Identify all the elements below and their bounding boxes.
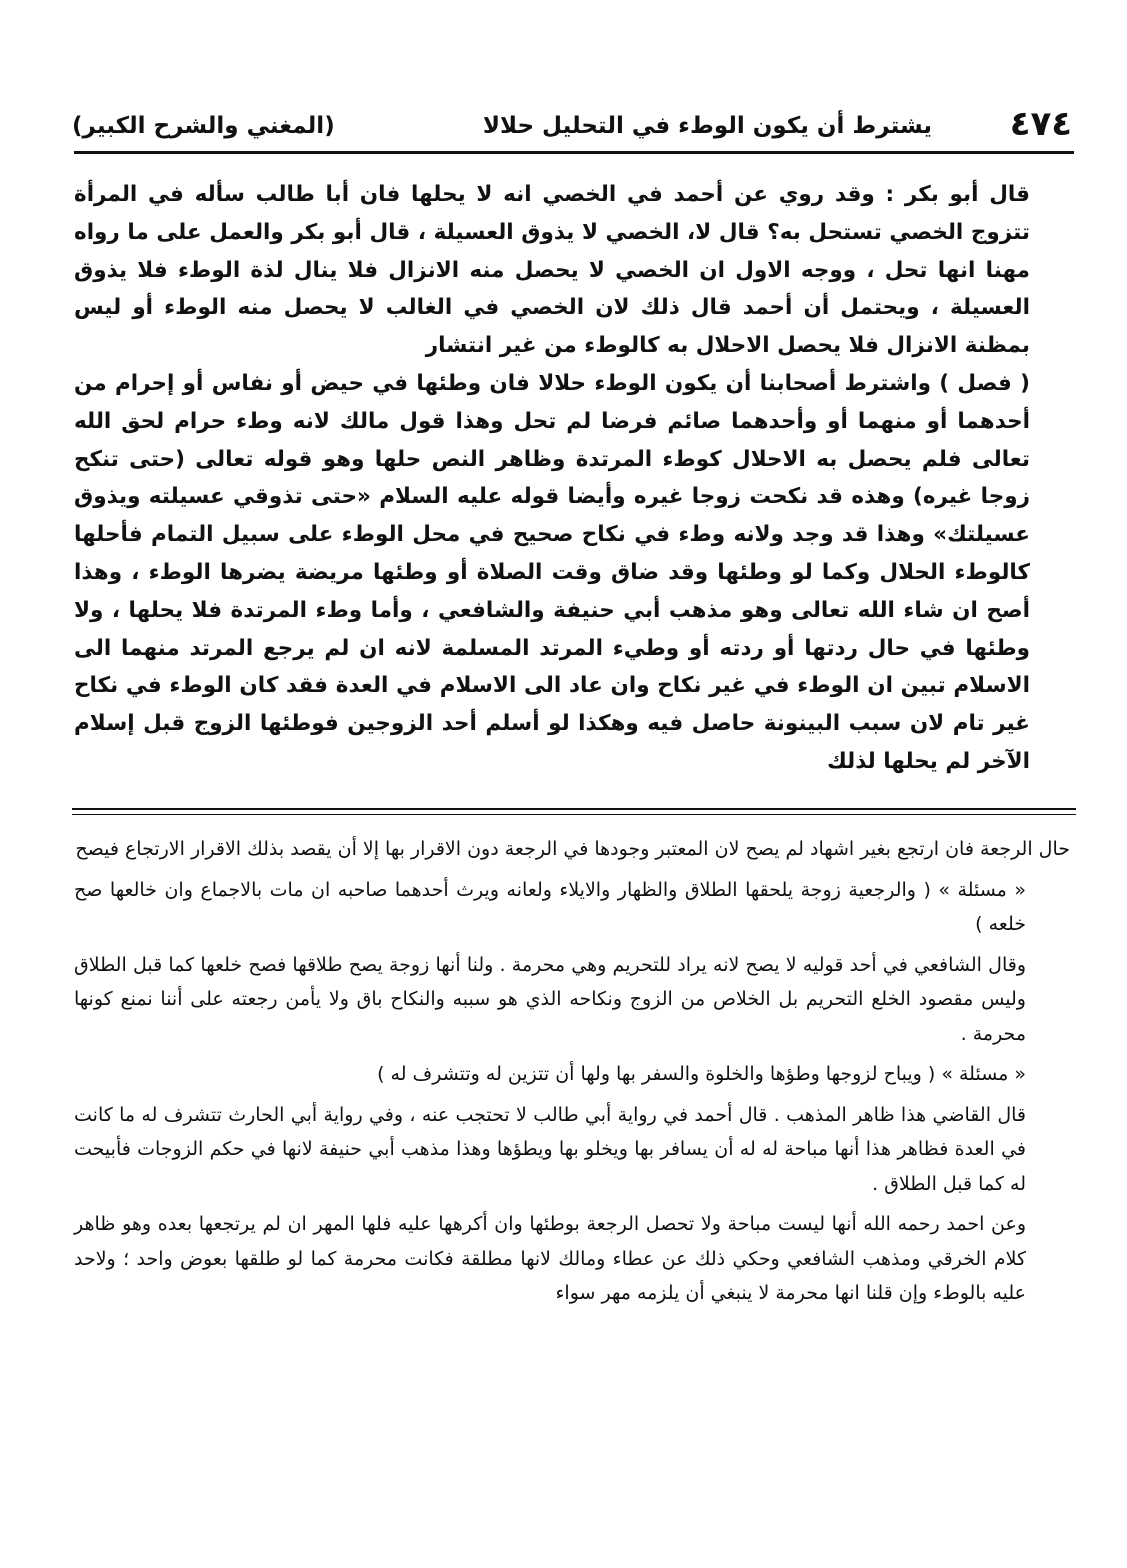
paragraph: وقال الشافعي في أحد قوليه لا يصح لانه يراد للتحريم وهي محرمة . ولنا أنها زوجة يصح طلاقها فصح خلعها كما قبل الطلاق وليس مقصود الخلع التحريم بل الخلاص من الزوج ونكاحه الذي هو سببه والنكاح باق ولا يأمن رجعته على أننا نمنع كونها محرمة . <box>74 953 1026 1045</box>
paragraph: قال أبو بكر : وقد روي عن أحمد في الخصي انه لا يحلها فان أبا طالب سأله في المرأة تتزوج الخصي تستحل به؟ قال لا، الخصي لا يذوق العسيلة ، قال أبو بكر والعمل على ما رواه مهنا انها تحل ، ووجه الاول ان الخصي لا يحصل منه الانزال فلا ينال لذة الوطء فلا يذوق العسيلة ، ويحتمل أن أحمد قال ذلك لان الخصي في الغالب لا يحصل منه الوطء أو ليس بمظنة الانزال فلا يحصل الاحلال به كالوطء من غير انتشار <box>74 182 1030 359</box>
paragraph: قال القاضي هذا ظاهر المذهب . قال أحمد في رواية أبي طالب لا تحتجب عنه ، وفي رواية أبي الحارث تتشرف له ما كانت في العدة فظاهر هذا أنها مباحة له له أن يسافر بها ويخلو بها ويطؤها وهذا مذهب أبي حنيفة لانها في حكم الزوجات فأبيحت له كما قبل الطلاق . <box>74 1103 1026 1195</box>
section-divider-thin <box>72 814 1076 815</box>
book-title: (المغني والشرح الكبير) <box>72 113 335 139</box>
section-divider <box>72 808 1076 810</box>
commentary-text <box>74 832 1070 1311</box>
issue-paragraph: « مسئلة » ( ويباح لزوجها وطؤها والخلوة والسفر بها ولها أن تتزين له وتتشرف له ) <box>377 1063 1026 1085</box>
paragraph: ( فصل ) واشترط أصحابنا أن يكون الوطء حلالا فان وطئها في حيض أو نفاس أو إحرام من أحدهما أو منهما أو وأحدهما صائم فرضا لم تحل وهذا قول مالك لانه وطء حرام لحق الله تعالى فلم يحصل به الاحلال كوطء المرتدة وظاهر النص حلها وهو قوله تعالى (حتى تنكح زوجا غيره) وهذه قد نكحت زوجا غيره وأيضا قوله عليه السلام «حتى تذوقي عسيلته ويذوق عسيلتك» وهذا قد وجد ولانه وطء في نكاح صحيح في محل الوطء على سبيل التمام فأحلها كالوطء الحلال وكما لو وطئها وقد ضاق وقت الصلاة أو وطئها مريضة يضرها الوطء ، وهذا أصح ان شاء الله تعالى وهو مذهب أبي حنيفة والشافعي ، وأما وطء المرتدة فلا يحلها ، ولا وطئها في حال ردتها أو ردته أو وطيء المرتد المسلمة لانه ان لم يرجع المرتد منهما الى الاسلام تبين ان الوطء في غير نكاح وان عاد الى الاسلام في العدة فقد كان الوطء في نكاح غير تام لان سبب البينونة حاصل فيه وهكذا لو أسلم أحد الزوجين فوطئها الزوج قبل إسلام الآخر لم يحلها لذلك <box>74 370 1030 774</box>
main-text <box>74 176 1070 781</box>
page-number: ٤٧٤ <box>1009 104 1072 144</box>
running-title: يشترط أن يكون الوطء في التحليل حلالا <box>482 113 932 139</box>
page-header <box>72 102 1072 150</box>
paragraph: حال الرجعة فان ارتجع بغير اشهاد لم يصح لان المعتبر وجودها في الرجعة دون الاقرار بها إلا أن يقصد بذلك الاقرار الارتجاع فيصح <box>75 838 1070 860</box>
header-rule <box>74 151 1074 154</box>
paragraph: وعن احمد رحمه الله أنها ليست مباحة ولا تحصل الرجعة بوطئها وان أكرهها عليه فلها المهر ان لم يرتجعها بعده وهو ظاهر كلام الخرقي ومذهب الشافعي وحكي ذلك عن عطاء ومالك لانها مطلقة فكانت محرمة كما لو طلقها بعوض واحد ؛ ولاحد عليه بالوطء وإن قلنا انها محرمة لا ينبغي أن يلزمه مهر سواء <box>74 1213 1026 1304</box>
issue-paragraph: « مسئلة » ( والرجعية زوجة يلحقها الطلاق والظهار والايلاء ولعانه ويرث أحدهما صاحبه ان مات بالاجماع وان خالعها صح خلعه ) <box>74 878 1026 935</box>
